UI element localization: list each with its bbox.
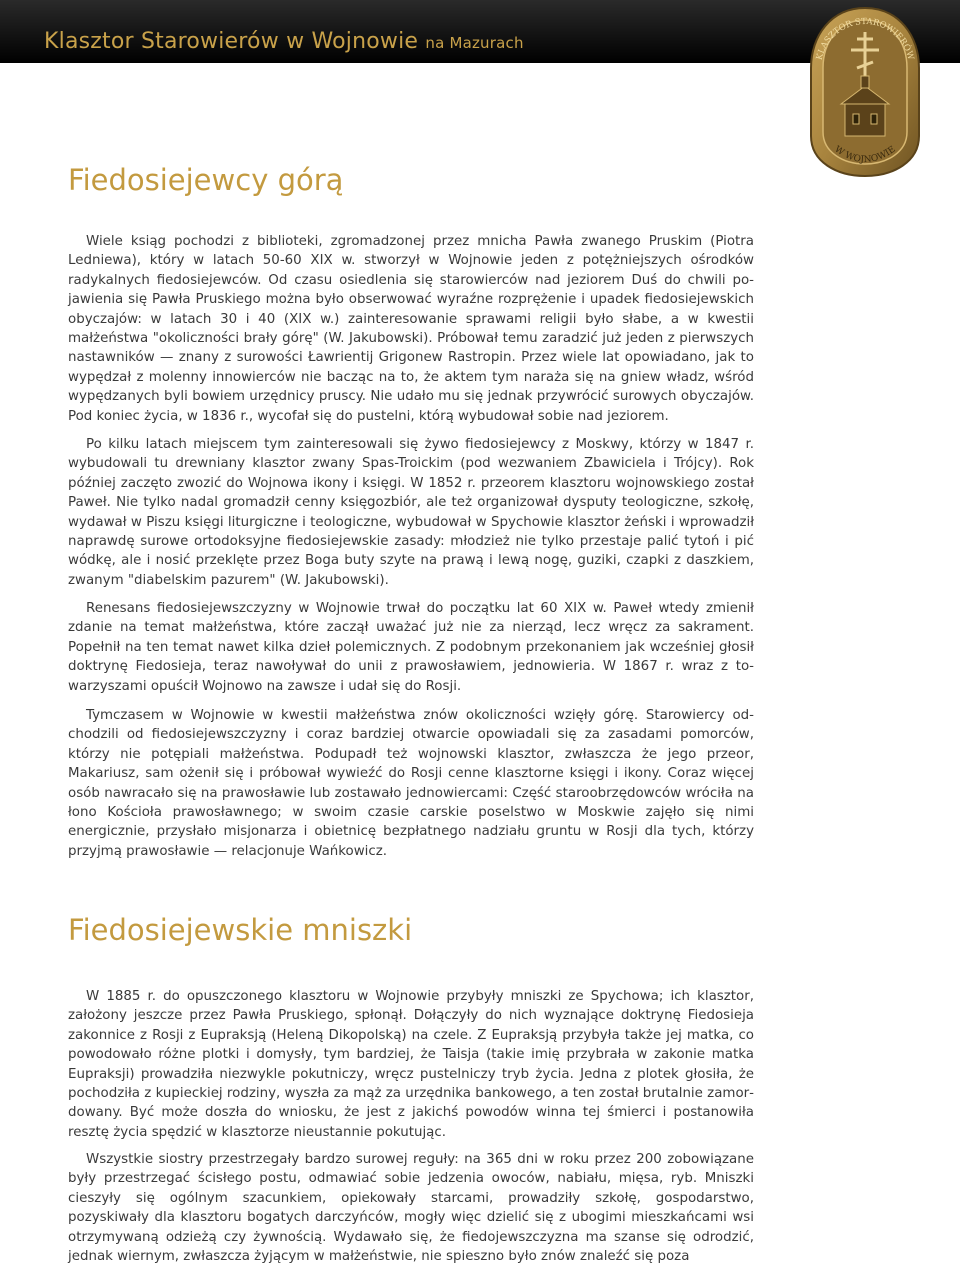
site-title xyxy=(44,29,524,54)
emblem-top-text: KLASZTOR STAROWIERÓW xyxy=(814,16,916,62)
paragraph: Renesans fiedosiejewszczyzny w Wojnowie trwał do początku lat 60 XIX w. Paweł wtedy zmienił zdanie na temat małżeństwa, które zaczął uważać już nie za nierząd, lecz wręcz za sakrament. Popełnił na ten temat nawet kilka dzieł polemicznych. Z podobnym przekonaniem jak wcześniej głosił doktrynę Fiedosieja, teraz nawoływał do unii z prawosławiem, jednowieria. W 1867 r. wraz z towarzyszami opuścił Wojnowo na zawsze i udał się do Rosji. xyxy=(68,601,754,694)
paragraph: Wszystkie siostry przestrzegały bardzo surowej reguły: na 365 dni w roku przez 200 zobowiązane były przestrzegać ścisłego postu, odmawiać sobie jedzenia owoców, nabiału, mięsa, ryb. Mniszki cieszyły się ogólnym szacunkiem, opiekowały starcami, prowadziły szkołę, gospodarstwo, pozyskiwały dla klasztoru bogatych darczyńców, mogły więc dzielić się z ubogimi mieszkańcami wsi otrzymywaną odzieżą czy żywnością. Wydawało się, że fiedojewszczyzna ma szanse się odrodzić, jednak wiernym, zwłaszcza żyjącym w małżeństwie, nie spieszno było znów znaleźć się poza xyxy=(68,1152,754,1265)
emblem-logo xyxy=(807,6,923,178)
paragraph: W 1885 r. do opuszczonego klasztoru w Wojnowie przybyły mniszki ze Spychowa; ich klasztor, założony jeszcze przez Pawła Pruskiego, spłonął. Dołączyły do nich wyznające doktrynę Fiedosieja zakonnice z Rosji z Eupraksją (Heleną Dikopolską) na czele. Z Eupraksją przybyła także jej matka, co powodowało różne plotki i domysły, tym bardziej, że Taisja (takie imię przybrała w zakonie matka Eupraksji) prowadziła niezwykle pokutniczy, wręcz pustelniczy tryb życia. Jedna z plotek głosiła, że pochodziła z kupieckiej rodziny, wyszła za mąż za urzędnika bankowego, a ten został brutalnie zamordowany. Być może doszła do wniosku, że jest z jakichś powodów winna tej śmierci i postanowiła resztę życia spędzić w klasztorze nieustannie pokutując. xyxy=(68,989,754,1140)
paragraph: Tymczasem w Wojnowie w kwestii małżeństwa znów okoliczności wzięły górę. Starowiercy odchodzili od fiedosiejewszczyzny i coraz bardziej otwarcie opowiadali się za zasadami pomorców, którzy nie potępiali małżeństwa. Podupadł też wojnowski klasztor, zwłaszcza że jego przeor, Makariusz, sam ożenił się i próbował wywieźć do Rosji cenne klasztorne księgi i ikony. Coraz więcej osób nawracało się na prawosławie lub zostawało jednowiercami: Część staroobrzędowców wróciła na łono Kościoła prawosławnego; w swoim czasie carskie poselstwo w Moskwie zajęło się nimi energicznie, przysłało misjonarza i obietnicę bezpłatnego nadziału gruntu w Rosji dla tych, którzy przyjmą prawosławie — relacjonuje Wańkowicz. xyxy=(68,708,754,859)
paragraph: Wiele ksiąg pochodzi z biblioteki, zgromadzonej przez mnicha Pawła zwanego Pruskim (Piotra Ledniewa), który w latach 50-60 XIX w. stworzył w Wojnowie jeden z potężniejszych ośrodków radykalnych fiedosiejewców. Od czasu osiedlenia się starowierców nad jeziorem Duś do chwili pojawienia się Pawła Pruskiego można było obserwować wyraźne rozprężenie i upadek fiedosiejewskich obyczajów: w latach 30 i 40 (XIX w.) zainteresowanie sprawami religii było słabe, a w kwestii małżeństwa "okoliczności brały górę" (W. Jakubowski). Próbował temu zaradzić już jeden z pierwszych nastawników — znany z surowości Ławrientij Grigonew Rastropin. Przez wiele lat opowiadano, jak to wypędzał z molenny innowierców nie bacząc na to, że aktem tym naraża się na gniew władz, wśród wypędzanych byli bowiem urzędnicy pruscy. Nie udało mu się jednak przywrócić surowych obyczajów. Pod koniec życia, w 1836 r., wycofał się do pustelni, którą wybudował sobie nad jeziorem. xyxy=(68,234,754,424)
site-title-main: Klasztor Starowierów w Wojnowie xyxy=(44,29,419,54)
site-title-sub: na Mazurach xyxy=(425,34,524,52)
section-heading-mniszki: Fiedosiejewskie mniszki xyxy=(68,913,413,947)
emblem-bottom-text: W WOJNOWIE xyxy=(832,144,898,166)
section-heading-fiedosiejewcy: Fiedosiejewcy górą xyxy=(68,163,344,197)
paragraph: Po kilku latach miejscem tym zainteresowali się żywo fiedosiejewcy z Moskwy, którzy w 1847 r. wybudowali tu drewniany klasztor zwany Spas-Troickim (pod wezwaniem Zbawiciela i Trójcy). Rok później zaczęto zwozić do Wojnowa ikony i księgi. W 1852 r. przeorem klasztoru wojnowskiego został Paweł. Nie tylko nadal gromadził cenny księgozbiór, ale też organizował dysputy teologiczne, szkołę, wydawał w Piszu księgi liturgiczne i teologiczne, wybudował w Spychowie klasztor żeński i wprowadził naprawdę surowe ortodoksyjne fiedosiejewskie zasady: młodzież nie tylko przestaje palić tytoń i pić wódkę, ale i nosić przeklęte przez Boga buty szyte na prawą i lewą nogę, guziki, czapki z daszkiem, zwanym "diabelskim pazurem" (W. Jakubowski). xyxy=(68,437,754,588)
